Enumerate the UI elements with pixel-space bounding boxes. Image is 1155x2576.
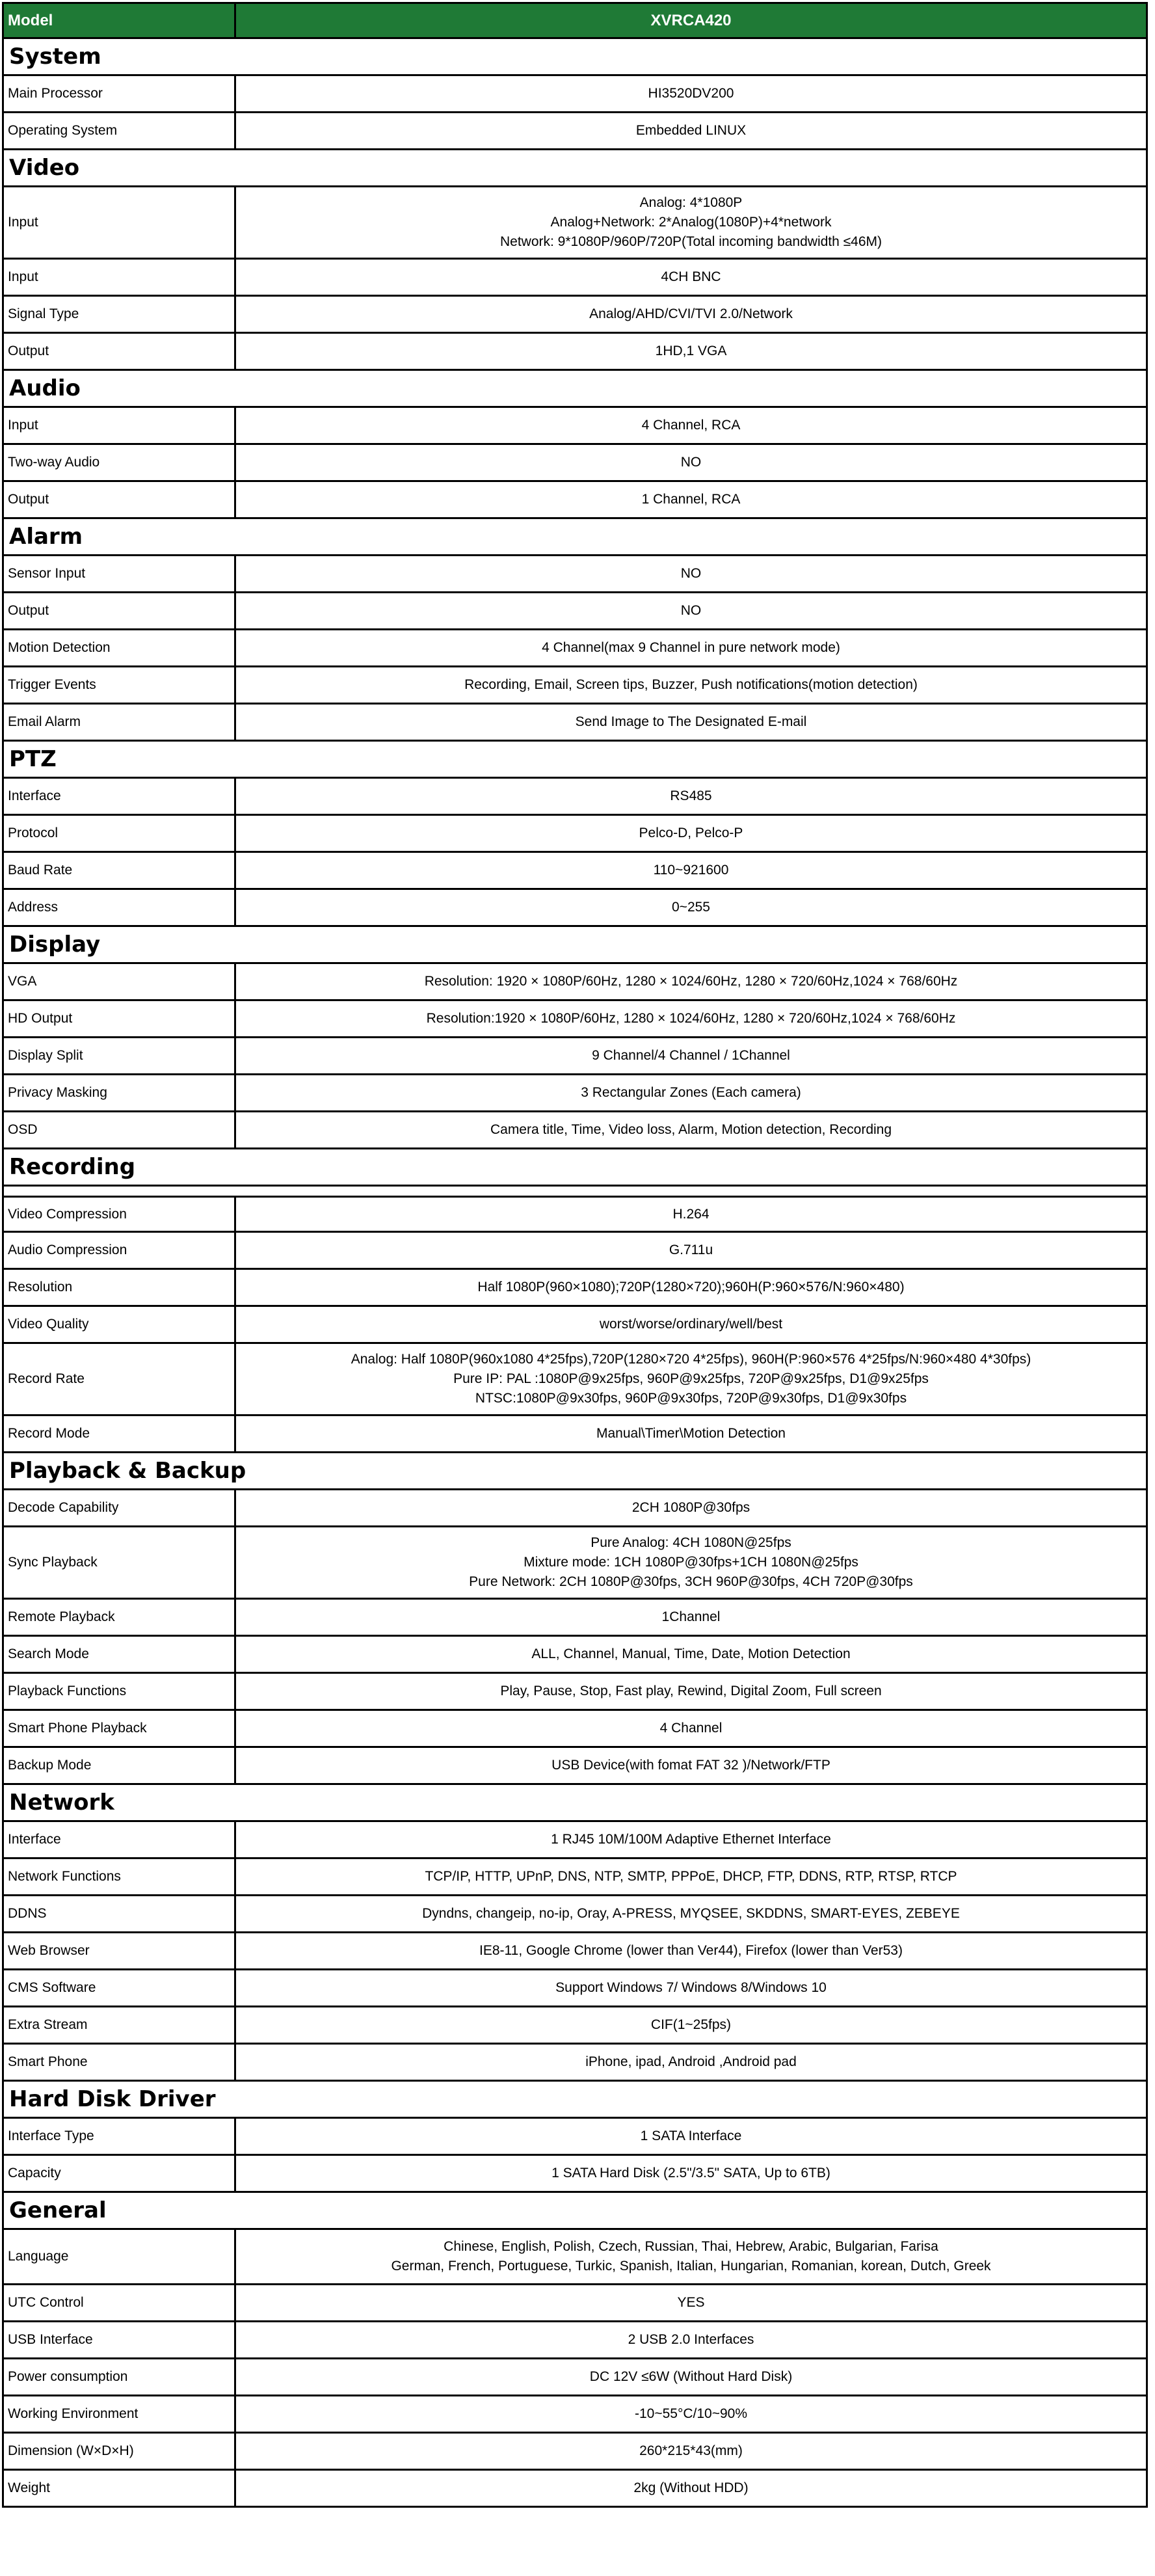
spec-row-extra-stream [2, 2007, 1148, 2045]
section-audio [2, 371, 1148, 408]
spec-value [236, 1637, 1146, 1672]
spec-label: USB Interface [4, 2322, 236, 2357]
spec-label: Backup Mode [4, 1748, 236, 1783]
spec-label: Sync Playback [4, 1527, 236, 1598]
spec-value [236, 260, 1146, 295]
spec-row-address [2, 890, 1148, 927]
section-title: Display [9, 932, 101, 958]
spec-value-line: Resolution: 1920 × 1080P/60Hz, 1280 × 1024/60Hz, 1280 × 720/60Hz,1024 × 768/60Hz [424, 974, 958, 989]
spec-value [236, 76, 1146, 111]
spec-label: Search Mode [4, 1637, 236, 1672]
spec-value-line: 1 SATA Hard Disk (2.5"/3.5" SATA, Up to 6TB) [551, 2166, 830, 2180]
spec-value-line: Recording, Email, Screen tips, Buzzer, Push notifications(motion detection) [464, 677, 918, 692]
spec-value [236, 704, 1146, 740]
spec-value-line: Pelco-D, Pelco-P [639, 825, 743, 840]
spec-label: Record Mode [4, 1416, 236, 1451]
spec-label: Interface [4, 779, 236, 814]
spec-row-network-functions [2, 1859, 1148, 1896]
spec-value [236, 1600, 1146, 1635]
section-title: Recording [9, 1154, 136, 1180]
spec-value-line: German, French, Portuguese, Turkic, Spanish, Italian, Hungarian, Romanian, korean, Dutch, Greek [391, 2259, 991, 2274]
spec-row-dimension-w-d-h [2, 2434, 1148, 2471]
spec-label: Capacity [4, 2156, 236, 2191]
spec-value [236, 1001, 1146, 1036]
spec-value-line: 2kg (Without HDD) [633, 2480, 749, 2495]
spec-row-output [2, 482, 1148, 519]
section-title: Network [9, 1790, 114, 1816]
model-header-row [2, 2, 1148, 39]
spec-value [236, 964, 1146, 999]
spec-value [236, 2471, 1146, 2506]
spec-value [236, 816, 1146, 851]
spec-row-input [2, 408, 1148, 445]
spec-value-line: worst/worse/ordinary/well/best [599, 1317, 783, 1332]
spec-row-display-split [2, 1038, 1148, 1075]
spec-label: Email Alarm [4, 704, 236, 740]
spec-value-line: 9 Channel/4 Channel / 1Channel [592, 1048, 790, 1063]
spec-row-sync-playback [2, 1527, 1148, 1600]
spec-value-line: H.264 [672, 1206, 710, 1222]
spec-value-line: Manual\Timer\Motion Detection [596, 1426, 786, 1441]
spec-row-main-processor [2, 76, 1148, 113]
spec-value-line: -10~55°C/10~90% [634, 2406, 748, 2421]
spec-value-line: Support Windows 7/ Windows 8/Windows 10 [555, 1980, 827, 1995]
spec-label: Smart Phone [4, 2045, 236, 2080]
spec-row-record-mode [2, 1416, 1148, 1453]
section-title: Video [9, 155, 80, 181]
spec-sections [2, 39, 1148, 2508]
spec-value-line: Play, Pause, Stop, Fast play, Rewind, Digital Zoom, Full screen [500, 1684, 882, 1698]
spec-row-working-environment [2, 2396, 1148, 2434]
spec-row-input [2, 260, 1148, 297]
spec-label: Operating System [4, 113, 236, 148]
spec-value [236, 1307, 1146, 1342]
spec-value-line: Pure Network: 2CH 1080P@30fps, 3CH 960P@30fps, 4CH 720P@30fps [469, 1574, 913, 1589]
spec-label: Protocol [4, 816, 236, 851]
spec-value [236, 2230, 1146, 2283]
section-title: Alarm [9, 524, 83, 550]
spec-row-protocol [2, 816, 1148, 853]
spec-value [236, 2285, 1146, 2320]
spec-label: Video Compression [4, 1198, 236, 1231]
spec-value [236, 1822, 1146, 1857]
spec-value [236, 297, 1146, 332]
spec-label: Language [4, 2230, 236, 2283]
spec-label: Video Quality [4, 1307, 236, 1342]
spec-row-record-rate [2, 1344, 1148, 1416]
section-spacer [2, 1187, 1148, 1196]
spec-row-sensor-input [2, 556, 1148, 593]
spec-value-line: 3 Rectangular Zones (Each camera) [581, 1085, 801, 1100]
spec-row-two-way-audio [2, 445, 1148, 482]
section-title: Audio [9, 375, 81, 401]
spec-label: UTC Control [4, 2285, 236, 2320]
spec-value-line: 4 Channel, RCA [641, 418, 741, 433]
spec-value-line: 4 Channel [659, 1721, 723, 1736]
spec-label: Baud Rate [4, 853, 236, 888]
spec-label: Address [4, 890, 236, 925]
spec-row-remote-playback [2, 1600, 1148, 1637]
spec-row-resolution [2, 1270, 1148, 1307]
spec-value-line: 1 SATA Interface [640, 2128, 742, 2143]
spec-value-line: Camera title, Time, Video loss, Alarm, Motion detection, Recording [490, 1122, 892, 1137]
spec-label: Extra Stream [4, 2007, 236, 2043]
spec-value [236, 1748, 1146, 1783]
section-recording [2, 1149, 1148, 1187]
spec-label: Smart Phone Playback [4, 1711, 236, 1746]
spec-row-operating-system [2, 113, 1148, 150]
spec-value [236, 1859, 1146, 1894]
spec-value-line: Dyndns, changeip, no-ip, Oray, A-PRESS, MYQSEE, SKDDNS, SMART-EYES, ZEBEYE [422, 1906, 960, 1921]
spec-label: Sensor Input [4, 556, 236, 591]
spec-value-line: 260*215*43(mm) [639, 2443, 743, 2458]
spec-value-line: 4CH BNC [661, 269, 721, 284]
spec-label: Motion Detection [4, 630, 236, 665]
spec-row-signal-type [2, 297, 1148, 334]
spec-value-line: 2CH 1080P@30fps [631, 1500, 750, 1515]
spec-label: DDNS [4, 1896, 236, 1931]
spec-row-utc-control [2, 2285, 1148, 2322]
spec-row-motion-detection [2, 630, 1148, 667]
spec-value [236, 556, 1146, 591]
spec-value-line: Pure Analog: 4CH 1080N@25fps [591, 1535, 791, 1550]
spec-value [236, 2007, 1146, 2043]
spec-row-smart-phone-playback [2, 1711, 1148, 1748]
spec-value [236, 2359, 1146, 2395]
spec-value [236, 1075, 1146, 1110]
spec-value [236, 593, 1146, 628]
spec-value-line: Resolution:1920 × 1080P/60Hz, 1280 × 1024/60Hz, 1280 × 720/60Hz,1024 × 768/60Hz [426, 1011, 956, 1026]
spec-value-line: NO [680, 603, 702, 618]
spec-label: Input [4, 260, 236, 295]
spec-row-smart-phone [2, 2045, 1148, 2082]
spec-label: Input [4, 187, 236, 258]
spec-row-interface [2, 779, 1148, 816]
spec-label: Display Split [4, 1038, 236, 1073]
spec-label: Record Rate [4, 1344, 236, 1414]
section-title: Hard Disk Driver [9, 2086, 216, 2112]
spec-value [236, 667, 1146, 703]
spec-row-baud-rate [2, 853, 1148, 890]
spec-value-line: 0~255 [672, 900, 710, 915]
spec-value [236, 890, 1146, 925]
spec-row-osd [2, 1112, 1148, 1149]
spec-label: Main Processor [4, 76, 236, 111]
spec-value [236, 1490, 1146, 1525]
spec-row-hd-output [2, 1001, 1148, 1038]
spec-label: Output [4, 482, 236, 517]
spec-label: Playback Functions [4, 1674, 236, 1709]
spec-label: Two-way Audio [4, 445, 236, 480]
spec-value [236, 1344, 1146, 1414]
spec-value [236, 1198, 1146, 1231]
spec-value-line: 1HD,1 VGA [655, 343, 727, 358]
spec-value-line: 1 RJ45 10M/100M Adaptive Ethernet Interface [551, 1832, 831, 1847]
section-playback-backup [2, 1453, 1148, 1490]
spec-value-line: 1Channel [661, 1609, 721, 1624]
spec-value-line: YES [677, 2295, 705, 2310]
spec-value-line: TCP/IP, HTTP, UPnP, DNS, NTP, SMTP, PPPoE, DHCP, FTP, DDNS, RTP, RTSP, RTCP [425, 1869, 957, 1884]
spec-label: Audio Compression [4, 1233, 236, 1268]
spec-value-line: IE8-11, Google Chrome (lower than Ver44), Firefox (lower than Ver53) [479, 1943, 903, 1958]
spec-value [236, 2119, 1146, 2154]
spec-value [236, 630, 1146, 665]
section-system [2, 39, 1148, 76]
section-display [2, 927, 1148, 964]
spec-table [2, 2, 1148, 2508]
spec-value-line: NO [680, 455, 702, 470]
spec-value-line: ALL, Channel, Manual, Time, Date, Motion Detection [531, 1646, 851, 1661]
spec-label: Web Browser [4, 1933, 236, 1968]
section-title: PTZ [9, 746, 57, 772]
spec-value-line: 1 Channel, RCA [641, 492, 741, 507]
spec-row-usb-interface [2, 2322, 1148, 2359]
spec-value [236, 113, 1146, 148]
spec-row-power-consumption [2, 2359, 1148, 2396]
spec-value [236, 1896, 1146, 1931]
section-network [2, 1785, 1148, 1822]
spec-value-line: G.711u [669, 1242, 713, 1257]
spec-value-line: 110~921600 [653, 863, 729, 878]
spec-value [236, 1970, 1146, 2006]
section-general [2, 2193, 1148, 2230]
spec-label: Power consumption [4, 2359, 236, 2395]
spec-value-line: Network: 9*1080P/960P/720P(Total incoming bandwidth ≤46M) [499, 234, 883, 249]
spec-value-line: Analog: 4*1080P [639, 195, 743, 210]
spec-value [236, 408, 1146, 443]
spec-row-language [2, 2230, 1148, 2285]
spec-value [236, 1233, 1146, 1268]
spec-label: Privacy Masking [4, 1075, 236, 1110]
spec-label: Interface Type [4, 2119, 236, 2154]
spec-label: Trigger Events [4, 667, 236, 703]
spec-row-decode-capability [2, 1490, 1148, 1527]
spec-value-line: HI3520DV200 [648, 86, 734, 101]
spec-value-line: Analog/AHD/CVI/TVI 2.0/Network [589, 306, 793, 321]
spec-value [236, 1711, 1146, 1746]
section-video [2, 150, 1148, 187]
spec-row-email-alarm [2, 704, 1148, 742]
spec-row-ddns [2, 1896, 1148, 1933]
section-hard-disk-driver [2, 2082, 1148, 2119]
spec-value-line: 4 Channel(max 9 Channel in pure network mode) [542, 640, 840, 655]
spec-label: HD Output [4, 1001, 236, 1036]
spec-row-output [2, 334, 1148, 371]
spec-value-line: iPhone, ipad, Android ,Android pad [585, 2054, 797, 2069]
spec-value [236, 1038, 1146, 1073]
spec-value [236, 2156, 1146, 2191]
spec-value-line: Mixture mode: 1CH 1080P@30fps+1CH 1080N@25fps [524, 1555, 858, 1570]
spec-value [236, 1416, 1146, 1451]
spec-row-video-compression [2, 1196, 1148, 1233]
spec-row-web-browser [2, 1933, 1148, 1970]
spec-value-line: RS485 [670, 788, 712, 803]
spec-row-weight [2, 2471, 1148, 2508]
spec-row-audio-compression [2, 1233, 1148, 1270]
spec-value-line: NTSC:1080P@9x30fps, 960P@9x30fps, 720P@9x30fps, D1@9x30fps [475, 1391, 907, 1406]
spec-value-line: Analog+Network: 2*Analog(1080P)+4*network [550, 215, 832, 230]
spec-value [236, 445, 1146, 480]
spec-value-line: DC 12V ≤6W (Without Hard Disk) [589, 2369, 793, 2384]
spec-label: Decode Capability [4, 1490, 236, 1525]
spec-label: Signal Type [4, 297, 236, 332]
model-value: XVRCA420 [650, 11, 732, 29]
spec-row-output [2, 593, 1148, 630]
spec-value-line: Send Image to The Designated E-mail [575, 714, 807, 729]
section-title: Playback & Backup [9, 1458, 246, 1484]
spec-value-line: Pure IP: PAL :1080P@9x25fps, 960P@9x25fps, 720P@9x25fps, D1@9x25fps [453, 1371, 929, 1386]
spec-value-line: USB Device(with fomat FAT 32 )/Network/FTP [551, 1758, 830, 1773]
spec-value [236, 1270, 1146, 1305]
spec-value-line: Half 1080P(960×1080);720P(1280×720);960H(P:960×576/N:960×480) [477, 1280, 905, 1295]
spec-row-backup-mode [2, 1748, 1148, 1785]
spec-row-capacity [2, 2156, 1148, 2193]
spec-value [236, 853, 1146, 888]
spec-label: Remote Playback [4, 1600, 236, 1635]
spec-label: OSD [4, 1112, 236, 1147]
spec-value-line: Analog: Half 1080P(960x1080 4*25fps),720P(1280×720 4*25fps), 960H(P:960×576 4*25fps/N:960×480 4*30fps) [351, 1352, 1031, 1367]
spec-value [236, 1112, 1146, 1147]
spec-value [236, 2434, 1146, 2469]
spec-value [236, 2396, 1146, 2432]
spec-label: VGA [4, 964, 236, 999]
spec-value [236, 1674, 1146, 1709]
spec-value-line: NO [680, 566, 702, 581]
spec-label: Dimension (W×D×H) [4, 2434, 236, 2469]
spec-label: CMS Software [4, 1970, 236, 2006]
spec-row-search-mode [2, 1637, 1148, 1674]
spec-value-line: 2 USB 2.0 Interfaces [628, 2332, 754, 2347]
section-alarm [2, 519, 1148, 556]
spec-value [236, 2322, 1146, 2357]
spec-row-video-quality [2, 1307, 1148, 1344]
spec-label: Working Environment [4, 2396, 236, 2432]
spec-value [236, 1527, 1146, 1598]
spec-row-playback-functions [2, 1674, 1148, 1711]
spec-row-input [2, 187, 1148, 260]
spec-row-trigger-events [2, 667, 1148, 704]
spec-row-interface-type [2, 2119, 1148, 2156]
spec-row-vga [2, 964, 1148, 1001]
section-ptz [2, 742, 1148, 779]
spec-value [236, 779, 1146, 814]
section-title: System [9, 44, 101, 70]
spec-value [236, 482, 1146, 517]
spec-label: Input [4, 408, 236, 443]
spec-value [236, 187, 1146, 258]
spec-value-line: CIF(1~25fps) [650, 2017, 732, 2032]
model-label: Model [4, 4, 236, 37]
spec-value [236, 2045, 1146, 2080]
spec-label: Resolution [4, 1270, 236, 1305]
spec-row-cms-software [2, 1970, 1148, 2007]
spec-label: Weight [4, 2471, 236, 2506]
spec-row-interface [2, 1822, 1148, 1859]
spec-label: Interface [4, 1822, 236, 1857]
spec-value-line: Embedded LINUX [635, 123, 747, 138]
spec-value-line: Chinese, English, Polish, Czech, Russian, Thai, Hebrew, Arabic, Bulgarian, Farisa [444, 2239, 938, 2254]
section-title: General [9, 2197, 107, 2223]
spec-value [236, 1933, 1146, 1968]
spec-label: Output [4, 334, 236, 369]
spec-row-privacy-masking [2, 1075, 1148, 1112]
spec-label: Network Functions [4, 1859, 236, 1894]
spec-label: Output [4, 593, 236, 628]
spec-value [236, 334, 1146, 369]
